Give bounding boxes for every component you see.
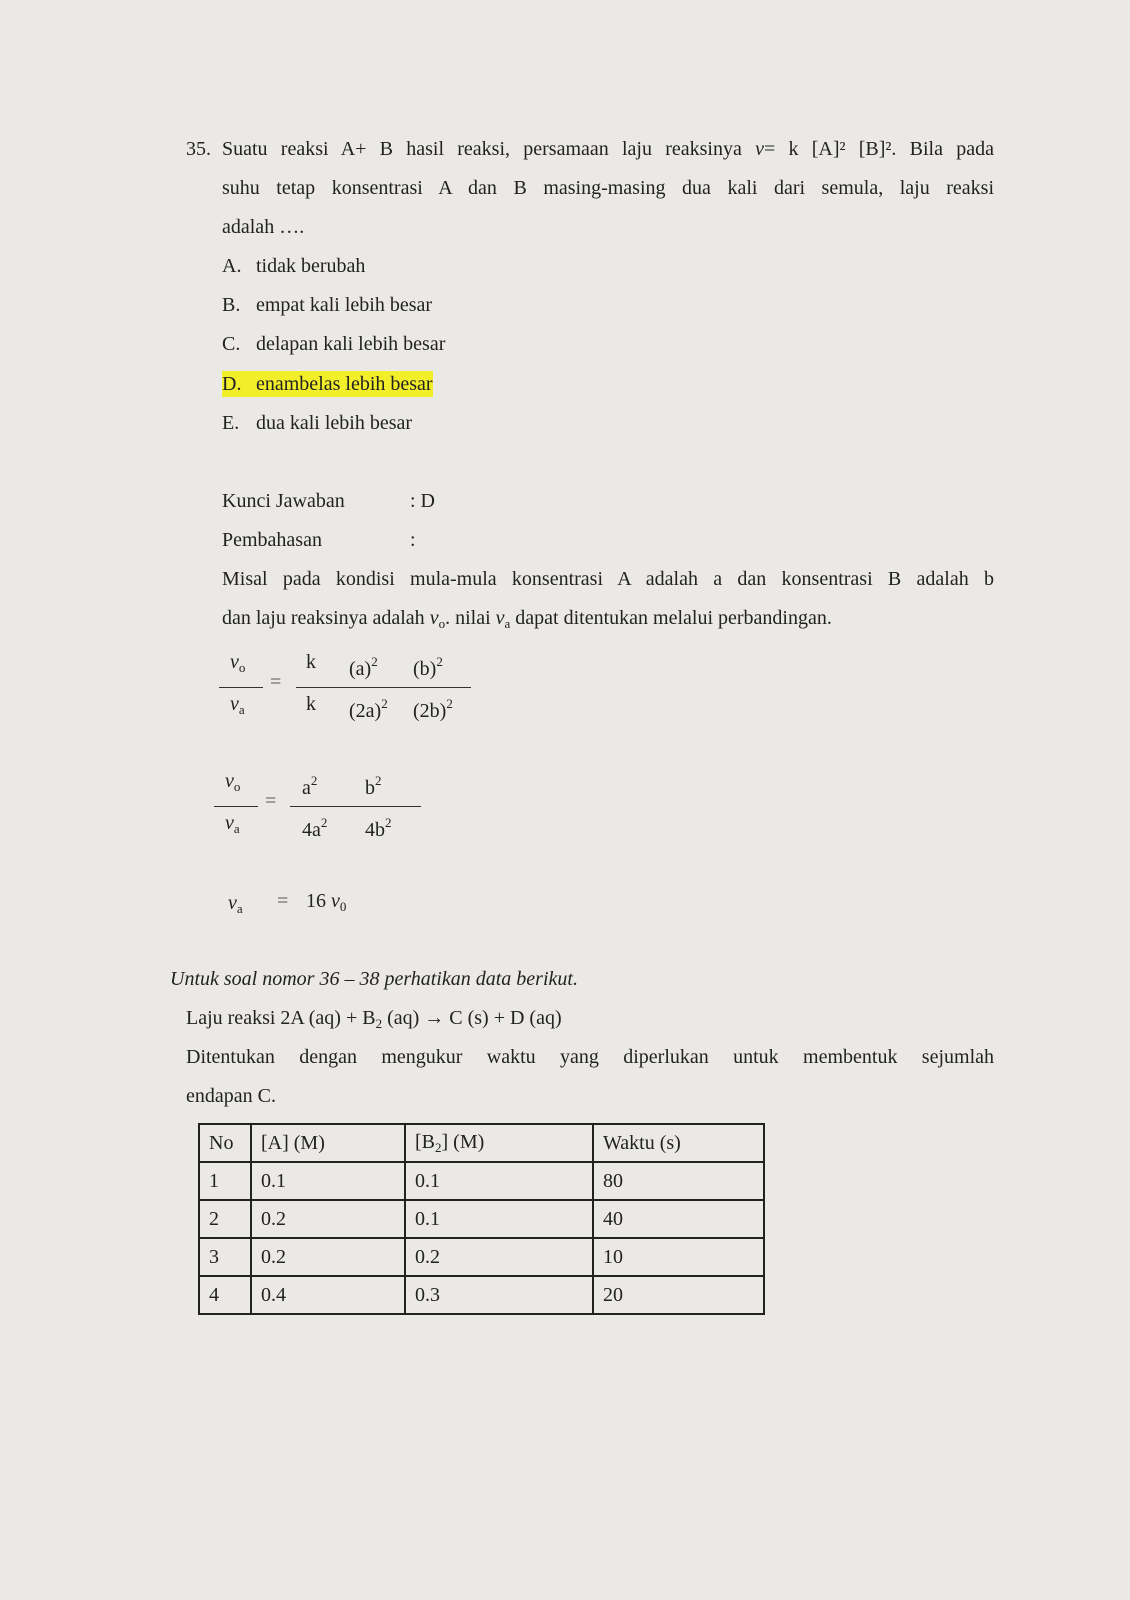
v-symbol: v	[225, 770, 234, 792]
section-desc-line-2: endapan C.	[186, 1085, 276, 1107]
cell-a: 0.4	[251, 1276, 405, 1314]
result-rhs	[306, 889, 346, 919]
option-c-text: delapan kali lebih besar	[256, 333, 446, 355]
cell-no: 2	[199, 1200, 251, 1238]
question-number: 35.	[186, 138, 211, 160]
reaction-part-b: (aq) → C (s) + D (aq)	[382, 1007, 562, 1029]
cell-no: 3	[199, 1238, 251, 1276]
square: 2	[446, 696, 453, 711]
result-coefficient: 16	[306, 890, 326, 912]
eq1-lhs-num	[230, 650, 245, 680]
question-line-1-rest	[222, 137, 994, 161]
v-symbol: v	[429, 607, 439, 629]
cell-b2: 0.3	[405, 1276, 593, 1314]
eq1-num-a-text: (a)	[349, 658, 372, 680]
data-table	[198, 1123, 765, 1315]
discussion-line-1: Misal pada kondisi mula-mula konsentrasi A adalah a dan konsentrasi B adalah b	[222, 568, 994, 590]
eq1-num-k: k	[306, 651, 316, 673]
question-line-3: adalah ….	[222, 216, 305, 238]
eq1-den-2b-text: (2b)	[413, 700, 447, 722]
header-a: [A] (M)	[251, 1124, 405, 1162]
eq1-num-b-text: (b)	[413, 658, 437, 680]
discussion-line-2-c: dapat ditentukan melalui perbandingan.	[510, 607, 832, 629]
table-header-row	[199, 1124, 764, 1162]
eq1-num-b	[413, 650, 443, 681]
option-b-text: empat kali lebih besar	[256, 294, 433, 316]
answer-highlight	[222, 371, 433, 397]
reaction-part-a: Laju reaksi 2A (aq) + B	[186, 1007, 376, 1029]
result-equals: =	[277, 890, 289, 912]
header-b2-sub: 2	[435, 1139, 442, 1155]
header-b2-part-a: [B	[415, 1130, 435, 1153]
option-d-letter: D.	[222, 373, 242, 395]
answer-key-label: Kunci Jawaban	[222, 490, 345, 512]
eq2-rhs-bar	[290, 806, 421, 807]
square: 2	[385, 815, 392, 830]
reaction-equation	[186, 1006, 562, 1036]
eq1-rhs-bar	[296, 687, 471, 688]
eq2-lhs-bar	[214, 806, 258, 807]
v-symbol: v	[495, 607, 505, 629]
question-line-2: suhu tetap konsentrasi A dan B masing-masing dua kali dari semula, laju reaksi	[222, 177, 994, 199]
option-e-text: dua kali lebih besar	[256, 412, 413, 434]
header-b2	[405, 1124, 593, 1162]
v-sub-a: a	[233, 821, 240, 836]
eq2-lhs-num	[225, 769, 240, 799]
eq1-den-2a-text: (2a)	[349, 700, 382, 722]
eq2-lhs-den	[225, 811, 240, 841]
table-row	[199, 1238, 764, 1276]
option-e-letter: E.	[222, 412, 240, 434]
question-line-1-v: v	[755, 138, 764, 160]
square: 2	[436, 654, 443, 669]
v-sub-a: a	[238, 702, 245, 717]
discussion-colon: :	[410, 529, 416, 551]
eq1-num-a	[349, 650, 378, 681]
cell-b2: 0.1	[405, 1200, 593, 1238]
cell-a: 0.1	[251, 1162, 405, 1200]
eq1-den-2b	[413, 692, 453, 723]
cell-waktu: 40	[593, 1200, 764, 1238]
option-c-letter: C.	[222, 333, 241, 355]
section-desc-line-1: Ditentukan dengan mengukur waktu yang diperlukan untuk membentuk sejumlah	[186, 1046, 994, 1068]
v-sub-o: o	[233, 779, 241, 794]
eq1-den-2a	[349, 692, 388, 723]
reaction-sub: 2	[375, 1016, 383, 1031]
result-lhs	[228, 891, 243, 921]
eq2-num-b-text: b	[365, 777, 375, 799]
cell-no: 1	[199, 1162, 251, 1200]
header-no: No	[199, 1124, 251, 1162]
cell-a: 0.2	[251, 1238, 405, 1276]
cell-waktu: 20	[593, 1276, 764, 1314]
square: 2	[381, 696, 388, 711]
eq2-equals: =	[265, 790, 277, 812]
option-b	[222, 293, 432, 317]
square: 2	[371, 654, 378, 669]
eq2-den-4b	[365, 811, 392, 842]
eq1-den-k: k	[306, 693, 316, 715]
v-symbol: v	[230, 693, 239, 715]
eq1-equals: =	[270, 671, 282, 693]
eq1-lhs-den	[230, 692, 245, 722]
v-sub-o: o	[238, 660, 246, 675]
eq2-den-4a-text: 4a	[302, 819, 321, 841]
discussion-label: Pembahasan	[222, 529, 322, 551]
v-sub-a: a	[504, 616, 511, 631]
header-waktu: Waktu (s)	[593, 1124, 764, 1162]
eq2-num-b	[365, 769, 382, 800]
v-sub-a: a	[236, 901, 243, 916]
v-sub-o: o	[438, 616, 446, 631]
option-c	[222, 332, 445, 356]
option-a-letter: A.	[222, 255, 242, 277]
eq2-num-a	[302, 769, 317, 800]
section-intro: Untuk soal nomor 36 – 38 perhatikan data berikut.	[170, 968, 578, 990]
table-row	[199, 1200, 764, 1238]
option-d-correct	[222, 372, 433, 396]
question-line-1-part-a: Suatu reaksi A+ B hasil reaksi, persamaan laju reaksinya	[222, 138, 756, 160]
square: 2	[320, 815, 328, 830]
answer-key-value: : D	[410, 490, 435, 512]
header-b2-part-b: ] (M)	[441, 1130, 485, 1153]
v-symbol: v	[331, 890, 340, 912]
v-symbol: v	[228, 892, 237, 914]
table-row	[199, 1276, 764, 1314]
cell-waktu: 80	[593, 1162, 764, 1200]
option-d-text: enambelas lebih besar	[256, 373, 433, 395]
option-a-text: tidak berubah	[256, 255, 366, 277]
eq2-num-a-text: a	[302, 777, 311, 799]
eq1-lhs-bar	[219, 687, 263, 688]
eq2-den-4a	[302, 811, 327, 842]
option-e	[222, 411, 412, 435]
question-line-1-part-b: = k [A]² [B]². Bila pada	[764, 138, 994, 160]
option-a	[222, 254, 365, 278]
v-symbol: v	[225, 812, 234, 834]
option-b-letter: B.	[222, 294, 241, 316]
cell-waktu: 10	[593, 1238, 764, 1276]
discussion-line-2	[222, 606, 832, 636]
eq2-den-4b-text: 4b	[365, 819, 385, 841]
table-row	[199, 1162, 764, 1200]
discussion-line-2-a: dan laju reaksinya adalah	[222, 607, 430, 629]
square: 2	[310, 773, 318, 788]
cell-a: 0.2	[251, 1200, 405, 1238]
square: 2	[375, 773, 382, 788]
v-symbol: v	[230, 651, 239, 673]
v-sub-0: 0	[339, 899, 347, 914]
cell-b2: 0.2	[405, 1238, 593, 1276]
discussion-line-2-b: . nilai	[445, 607, 496, 629]
cell-b2: 0.1	[405, 1162, 593, 1200]
cell-no: 4	[199, 1276, 251, 1314]
